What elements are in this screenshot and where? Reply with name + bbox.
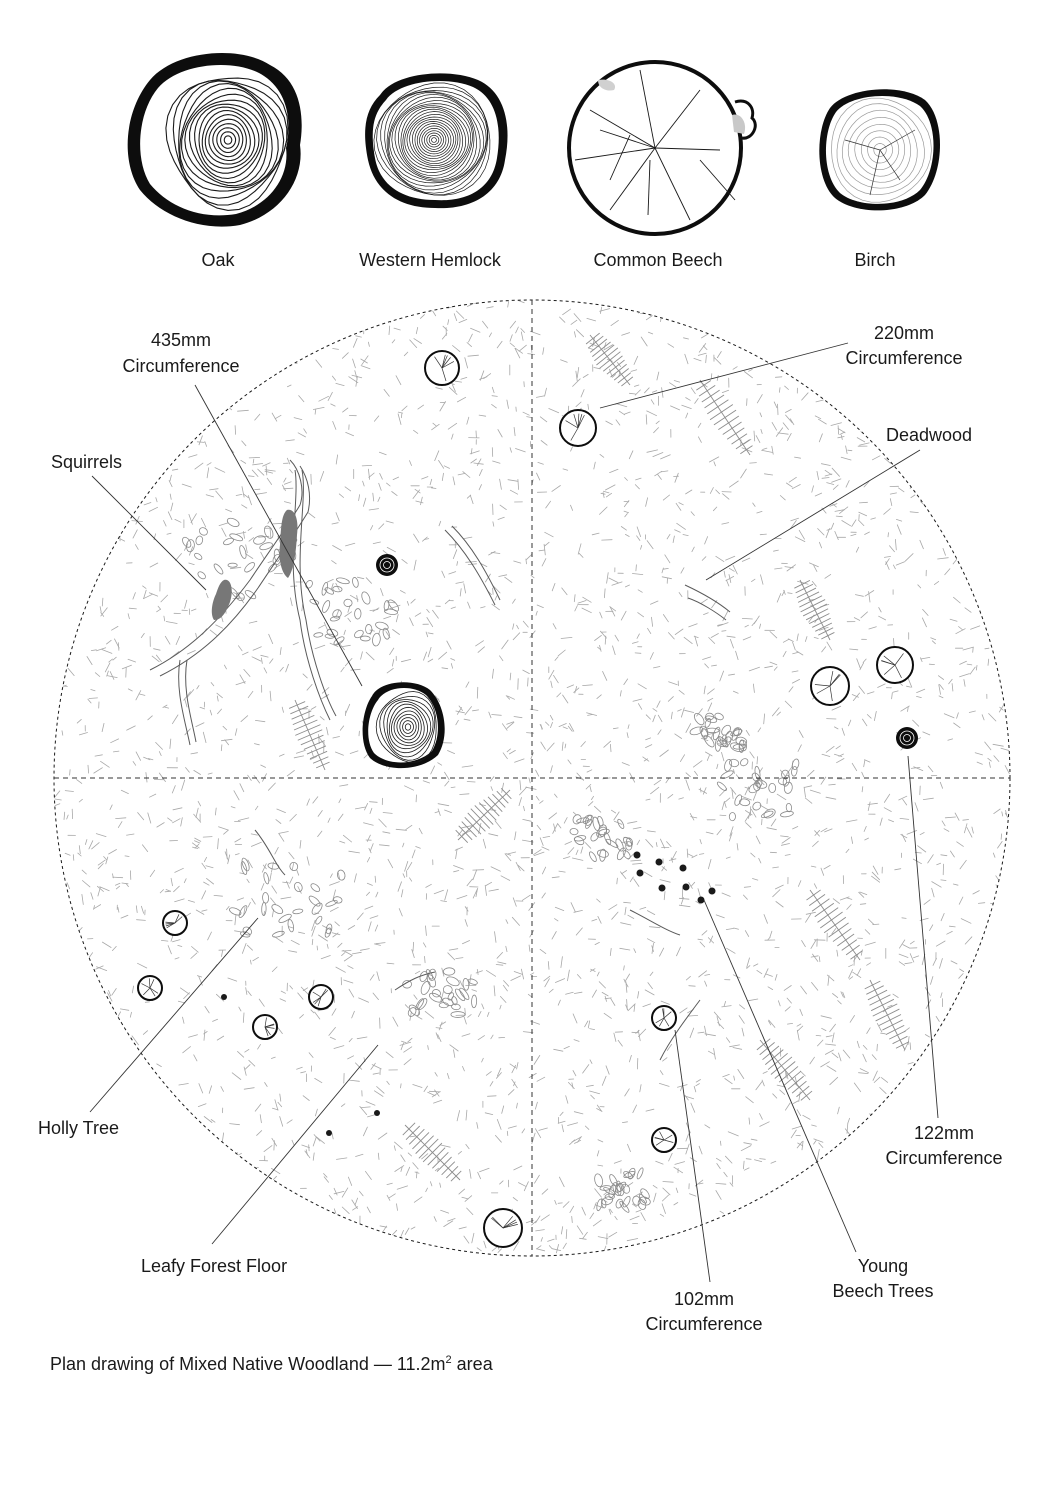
- oak-ring-specimen: [128, 53, 302, 227]
- young-beech-label-line2: Beech Trees: [832, 1281, 934, 1301]
- birch-circumference-value: 102mm: [673, 1289, 735, 1309]
- common-beech-label: Common Beech: [593, 250, 723, 270]
- holly-tree-label: Holly Tree: [38, 1118, 120, 1138]
- hemlock-tree-plan: [896, 727, 918, 749]
- squirrels-label: Squirrels: [51, 452, 123, 472]
- leafy-forest-floor-label: Leafy Forest Floor: [141, 1256, 288, 1276]
- plot-circle: [50, 300, 1015, 1264]
- caption-superscript: 2: [445, 1354, 452, 1366]
- western-hemlock-label: Western Hemlock: [359, 250, 501, 270]
- beech-circumference-word: Circumference: [845, 348, 963, 368]
- western-hemlock-ring-specimen: [365, 73, 507, 208]
- beech-circumference-value: 220mm: [873, 323, 935, 343]
- oak-circumference-value: 435mm: [150, 330, 212, 350]
- leaf-litter-clusters: [181, 517, 800, 1214]
- deadwood-branches: [150, 460, 730, 1060]
- deadwood-label: Deadwood: [886, 425, 973, 445]
- annotation-labels: [38, 323, 1003, 1334]
- common-beech-ring-specimen: [569, 62, 755, 234]
- young-beech-label-line1: Young: [857, 1256, 909, 1276]
- oak-tree-plan: [363, 682, 445, 768]
- oak-label: Oak: [201, 250, 235, 270]
- hemlock-tree-plan: [376, 554, 398, 576]
- hemlock-circumference-value: 122mm: [913, 1123, 975, 1143]
- beech-trees-plan: [138, 351, 913, 1247]
- leader-lines: [90, 343, 938, 1282]
- oak-circumference-word: Circumference: [122, 356, 240, 376]
- birch-label: Birch: [854, 250, 896, 270]
- plot-trees: [138, 351, 918, 1247]
- caption-text: Plan drawing of Mixed Native Woodland — 11.2m: [50, 1354, 446, 1374]
- species-row: [128, 53, 940, 270]
- drawing-caption: [50, 1354, 493, 1375]
- caption-suffix: area: [451, 1354, 493, 1374]
- birch-circumference-word: Circumference: [645, 1314, 763, 1334]
- birch-ring-specimen: [819, 89, 940, 210]
- young-beech-trees-plan: [221, 852, 716, 1137]
- hemlock-circumference-word: Circumference: [885, 1148, 1003, 1168]
